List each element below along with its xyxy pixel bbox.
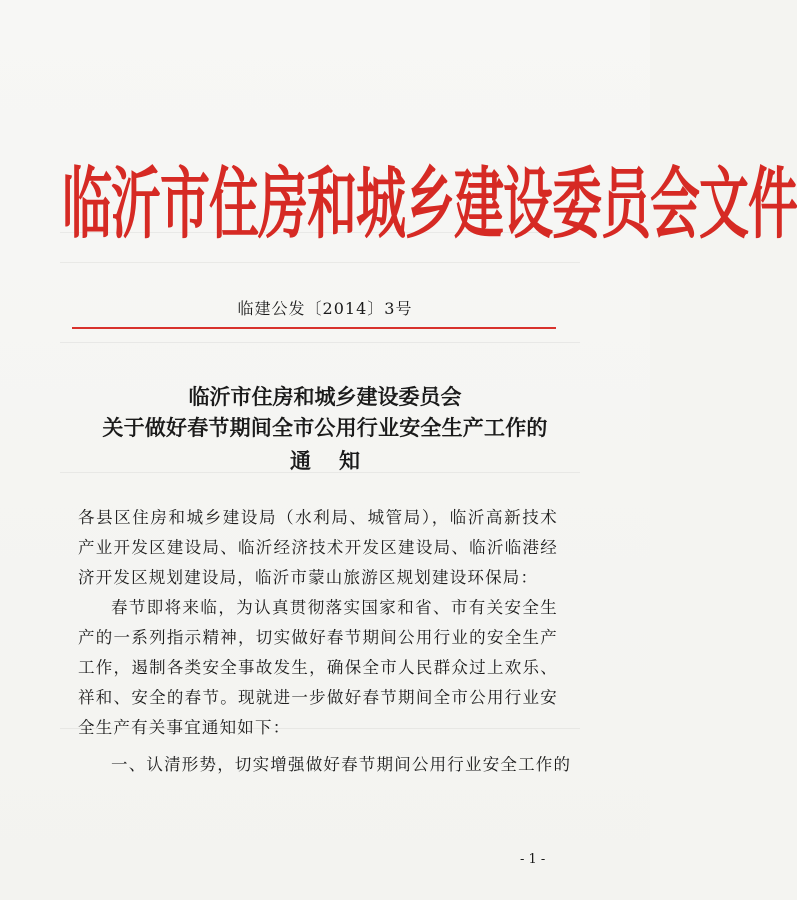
notice-title-line-2: 关于做好春节期间全市公用行业安全生产工作的 bbox=[102, 415, 548, 440]
document-number: 临建公发〔2014〕3号 bbox=[237, 299, 413, 318]
notice-title-line-3: 通知 bbox=[290, 448, 388, 473]
page-number: - 1 - bbox=[520, 852, 546, 867]
section-heading-1: 一、认清形势，切实增强做好春节期间公用行业安全工作的 bbox=[111, 755, 572, 774]
document-header-title: 临沂市住房和城乡建设委员会文件 bbox=[62, 159, 797, 249]
red-separator-line bbox=[72, 327, 556, 329]
notice-title-line-1: 临沂市住房和城乡建设委员会 bbox=[188, 384, 462, 409]
bleed-through-line bbox=[60, 262, 580, 263]
addressee-paragraph: 各县区住房和城乡建设局（水利局、城管局），临沂高新技术产业开发区建设局、临沂经济技术开发区建设局、临沂临港经济开发区规划建设局，临沂市蒙山旅游区规划建设环保局： bbox=[78, 508, 558, 587]
bleed-through-line bbox=[60, 342, 580, 343]
body-paragraph-1: 春节即将来临，为认真贯彻落实国家和省、市有关安全生产的一系列指示精神，切实做好春节期间公用行业的安全生产工作，遏制各类安全事故发生，确保全市人民群众过上欢乐、祥和、安全的春节。现就进一步做好春节期间全市公用行业安全生产有关事宜通知如下： bbox=[78, 598, 558, 737]
